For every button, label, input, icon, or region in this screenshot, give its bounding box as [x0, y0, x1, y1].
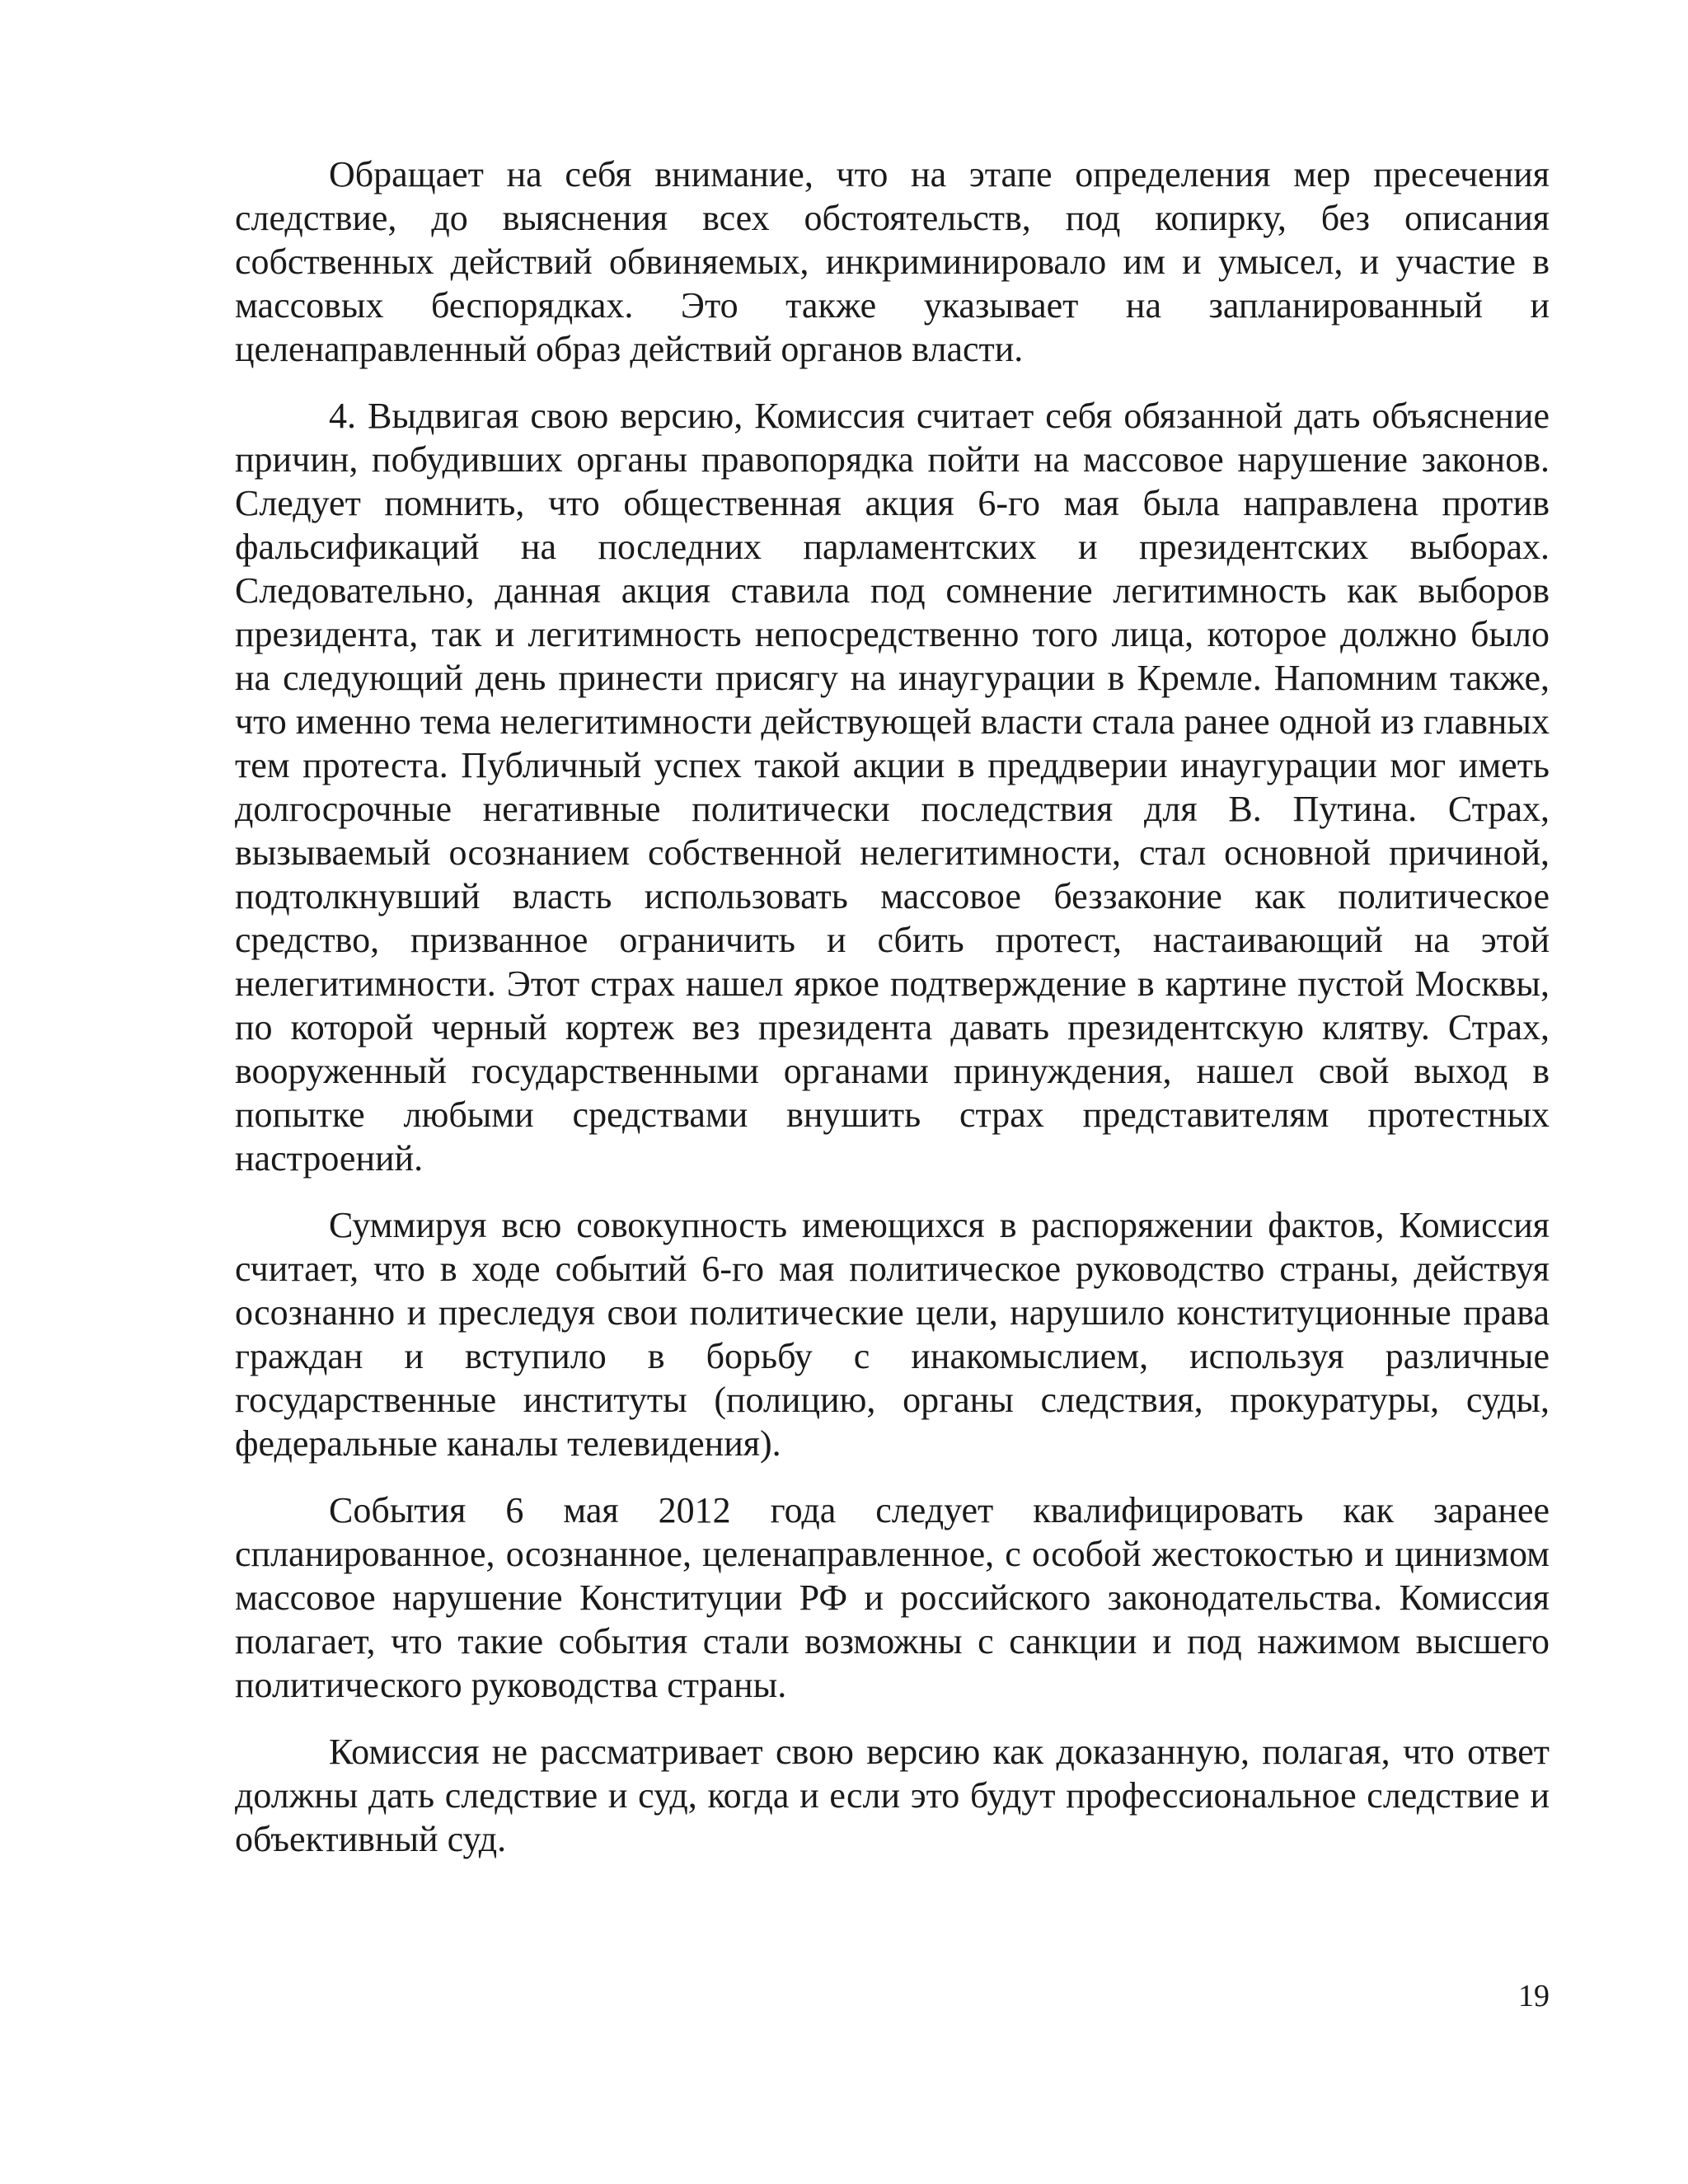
page-number: 19 — [1518, 1979, 1550, 2013]
paragraph-4: События 6 мая 2012 года следует квалифицировать как заранее спланированное, осознанное, целенаправленное, с особой жестокостью и цинизмом массовое нарушение Конституции РФ и российского законодательства. Комиссия полагает, что такие события стали возможны с санкции и под нажимом высшего политического руководства страны. — [235, 1490, 1550, 1705]
paragraph-3: Суммируя всю совокупность имеющихся в распоряжении фактов, Комиссия считает, что в ходе событий 6-го мая политическое руководство страны, действуя осознанно и преследуя свои политические цели, нарушило конституционные права граждан и вступило в борьбу с инакомыслием, используя различные государственные институты (полицию, органы следствия, прокуратуры, суды, федеральные каналы телевидения). — [235, 1205, 1550, 1464]
paragraph-5: Комиссия не рассматривает свою версию как доказанную, полагая, что ответ должны дать следствие и суд, когда и если это будут профессиональное следствие и объективный суд. — [235, 1732, 1550, 1859]
page-body — [235, 152, 1550, 1884]
paragraph-2: 4. Выдвигая свою версию, Комиссия считает себя обязанной дать объяснение причин, побудивших органы правопорядка пойти на массовое нарушение законов. Следует помнить, что общественная акция 6-го мая была направлена против фальсификаций на последних парламентских и президентских выборах. Следовательно, данная акция ставила под сомнение легитимность как выборов президента, так и легитимность непосредственно того лица, которое должно было на следующий день принести присягу на инаугурации в Кремле. Напомним также, что именно тема нелегитимности действующей власти стала ранее одной из главных тем протеста. Публичный успех такой акции в преддверии инаугурации мог иметь долгосрочные негативные политически последствия для В. Путина. Страх, вызываемый осознанием собственной нелегитимности, стал основной причиной, подтолкнувший власть использовать массовое беззаконие как политическое средство, призванное ограничить и сбить протест, настаивающий на этой нелегитимности. Этот страх нашел яркое подтверждение в картине пустой Москвы, по которой черный кортеж вез президента давать президентскую клятву. Страх, вооруженный государственными органами принуждения, нашел свой выход в попытке любыми средствами внушить страх представителям протестных настроений. — [235, 396, 1550, 1179]
paragraph-1: Обращает на себя внимание, что на этапе определения мер пресечения следствие, до выяснения всех обстоятельств, под копирку, без описания собственных действий обвиняемых, инкриминировало им и умысел, и участие в массовых беспорядках. Это также указывает на запланированный и целенаправленный образ действий органов власти. — [235, 154, 1550, 369]
